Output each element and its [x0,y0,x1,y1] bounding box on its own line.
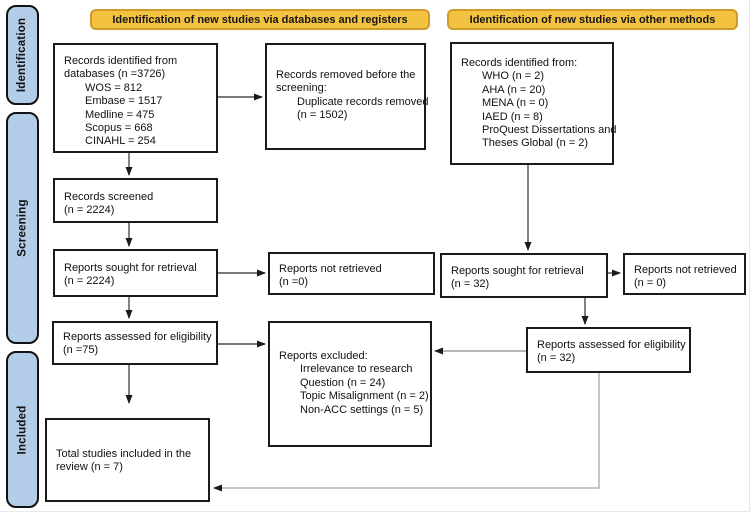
stage-screening-label: Screening [16,199,29,257]
box-reports-not-retrieved-databases [268,252,435,295]
box-records-removed [265,43,429,150]
box-text: (n =0) [279,276,309,289]
box-total-studies-included [45,418,210,502]
box-text: Records identified from [64,55,178,67]
box-text: MENA (n = 0) [482,97,549,110]
box-text: Reports excluded: [279,350,368,362]
box-text: Topic Misalignment (n = 2) [300,390,429,403]
box-reports-assessed-databases [52,321,218,365]
box-text: (n =75) [63,344,99,357]
box-text: Total studies included in the [56,448,192,460]
box-reports-excluded [268,321,432,447]
box-text: Records removed before the [276,69,416,81]
box-text: AHA (n = 20) [482,83,546,96]
box-text: Reports assessed for eligibility [63,331,212,343]
box-text: Reports sought for retrieval [451,265,584,277]
box-text: (n = 32) [451,278,490,291]
box-text: (n = 1502) [297,109,348,122]
box-reports-not-retrieved-other [623,253,746,295]
box-text: Non-ACC settings (n = 5) [300,403,424,416]
box-text: IAED (n = 8) [482,110,543,123]
box-text: Records identified from: [461,57,578,69]
box-text: CINAHL = 254 [85,135,156,148]
box-records-screened [53,178,218,223]
box-text: WHO (n = 2) [482,70,545,83]
box-reports-assessed-other [526,327,691,373]
box-text: databases (n =3726) [64,68,166,81]
box-text: WOS = 812 [85,81,143,94]
box-text: (n = 2224) [64,204,115,217]
box-text: Theses Global (n = 2) [482,137,589,150]
box-text: Irrelevance to research [300,363,413,376]
box-text: ProQuest Dissertations and [482,124,617,137]
box-text: Reports not retrieved [634,264,737,276]
box-records-identified-databases [53,43,218,153]
box-text: Embase = 1517 [85,95,163,108]
box-reports-sought-databases [53,249,218,297]
box-reports-sought-other [440,253,608,298]
box-text: Records screened [64,191,154,203]
box-text: Duplicate records removed [297,95,429,108]
box-records-identified-other [450,42,617,165]
box-text: review (n = 7) [56,461,123,474]
box-text: (n = 2224) [64,275,115,288]
stage-identification [6,5,39,105]
box-text: Question (n = 24) [300,376,386,389]
header-other-methods: Identification of new studies via other methods [447,9,738,30]
header-databases-registers: Identification of new studies via databases and registers [90,9,430,30]
box-text: Medline = 475 [85,108,155,121]
stage-included-label: Included [16,405,29,454]
box-text: (n = 0) [634,277,667,290]
box-text: Reports assessed for eligibility [537,339,686,351]
box-text: Reports sought for retrieval [64,262,197,274]
box-text: screening: [276,82,327,95]
box-text: (n = 32) [537,352,576,365]
stage-identification-label: Identification [16,17,29,93]
stage-screening [6,112,39,344]
box-text: Scopus = 668 [85,122,153,135]
box-text: Reports not retrieved [279,263,382,275]
stage-included [6,351,39,508]
